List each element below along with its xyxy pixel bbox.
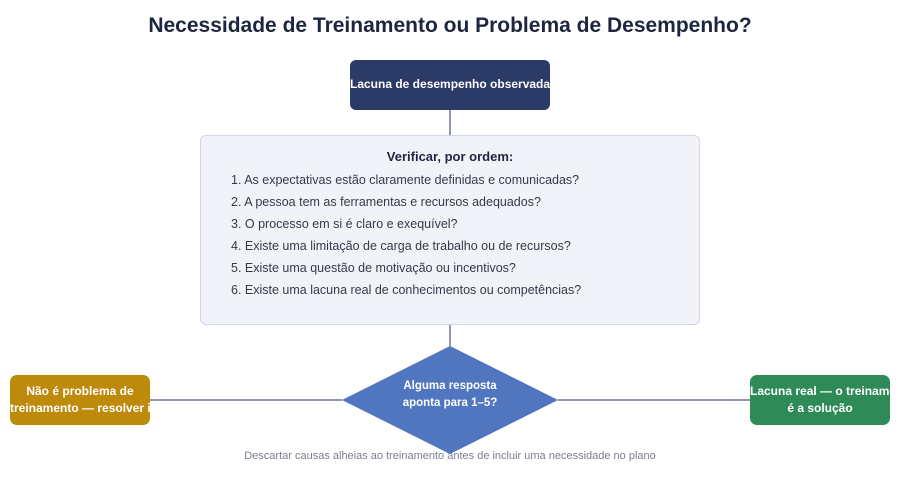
checklist-box — [200, 135, 700, 325]
decision-label-line1: Alguma resposta — [403, 380, 497, 392]
checklist-item: 3. O processo em si é claro e exequível? — [231, 217, 458, 231]
decision-label — [380, 378, 520, 412]
left-outcome-node — [10, 375, 169, 425]
checklist-heading: Verificar, por ordem: — [386, 149, 514, 164]
checklist-item: 5. Existe uma questão de motivação ou incentivos? — [231, 261, 516, 275]
right-outcome-node — [750, 375, 915, 425]
checklist-item: 1. As expectativas estão claramente definidas e comunicadas? — [231, 173, 580, 187]
diagram-title: Necessidade de Treinamento ou Problema de Desempenho? — [148, 14, 752, 37]
start-node-label: Lacuna de desempenho observada — [350, 77, 551, 92]
decision-label-line2: aponta para 1–5? — [402, 397, 498, 409]
start-node — [350, 60, 550, 110]
right-outcome-line2: é a solução — [787, 401, 853, 415]
left-outcome-line2: treinamento — resolver isto — [10, 401, 169, 415]
checklist-item: 4. Existe uma limitação de carga de trabalho ou de recursos? — [231, 239, 571, 253]
checklist-item: 6. Existe uma lacuna real de conhecimentos ou competências? — [231, 283, 582, 297]
right-outcome-line1: Lacuna real — o treinamento — [750, 383, 915, 398]
checklist-items — [231, 172, 581, 304]
checklist-item: 2. A pessoa tem as ferramentas e recursos adequados? — [231, 195, 541, 209]
left-outcome-line1: Não é problema de — [26, 383, 134, 398]
footnote: Descartar causas alheias ao treinamento antes de incluir uma necessidade no plano — [244, 450, 656, 462]
